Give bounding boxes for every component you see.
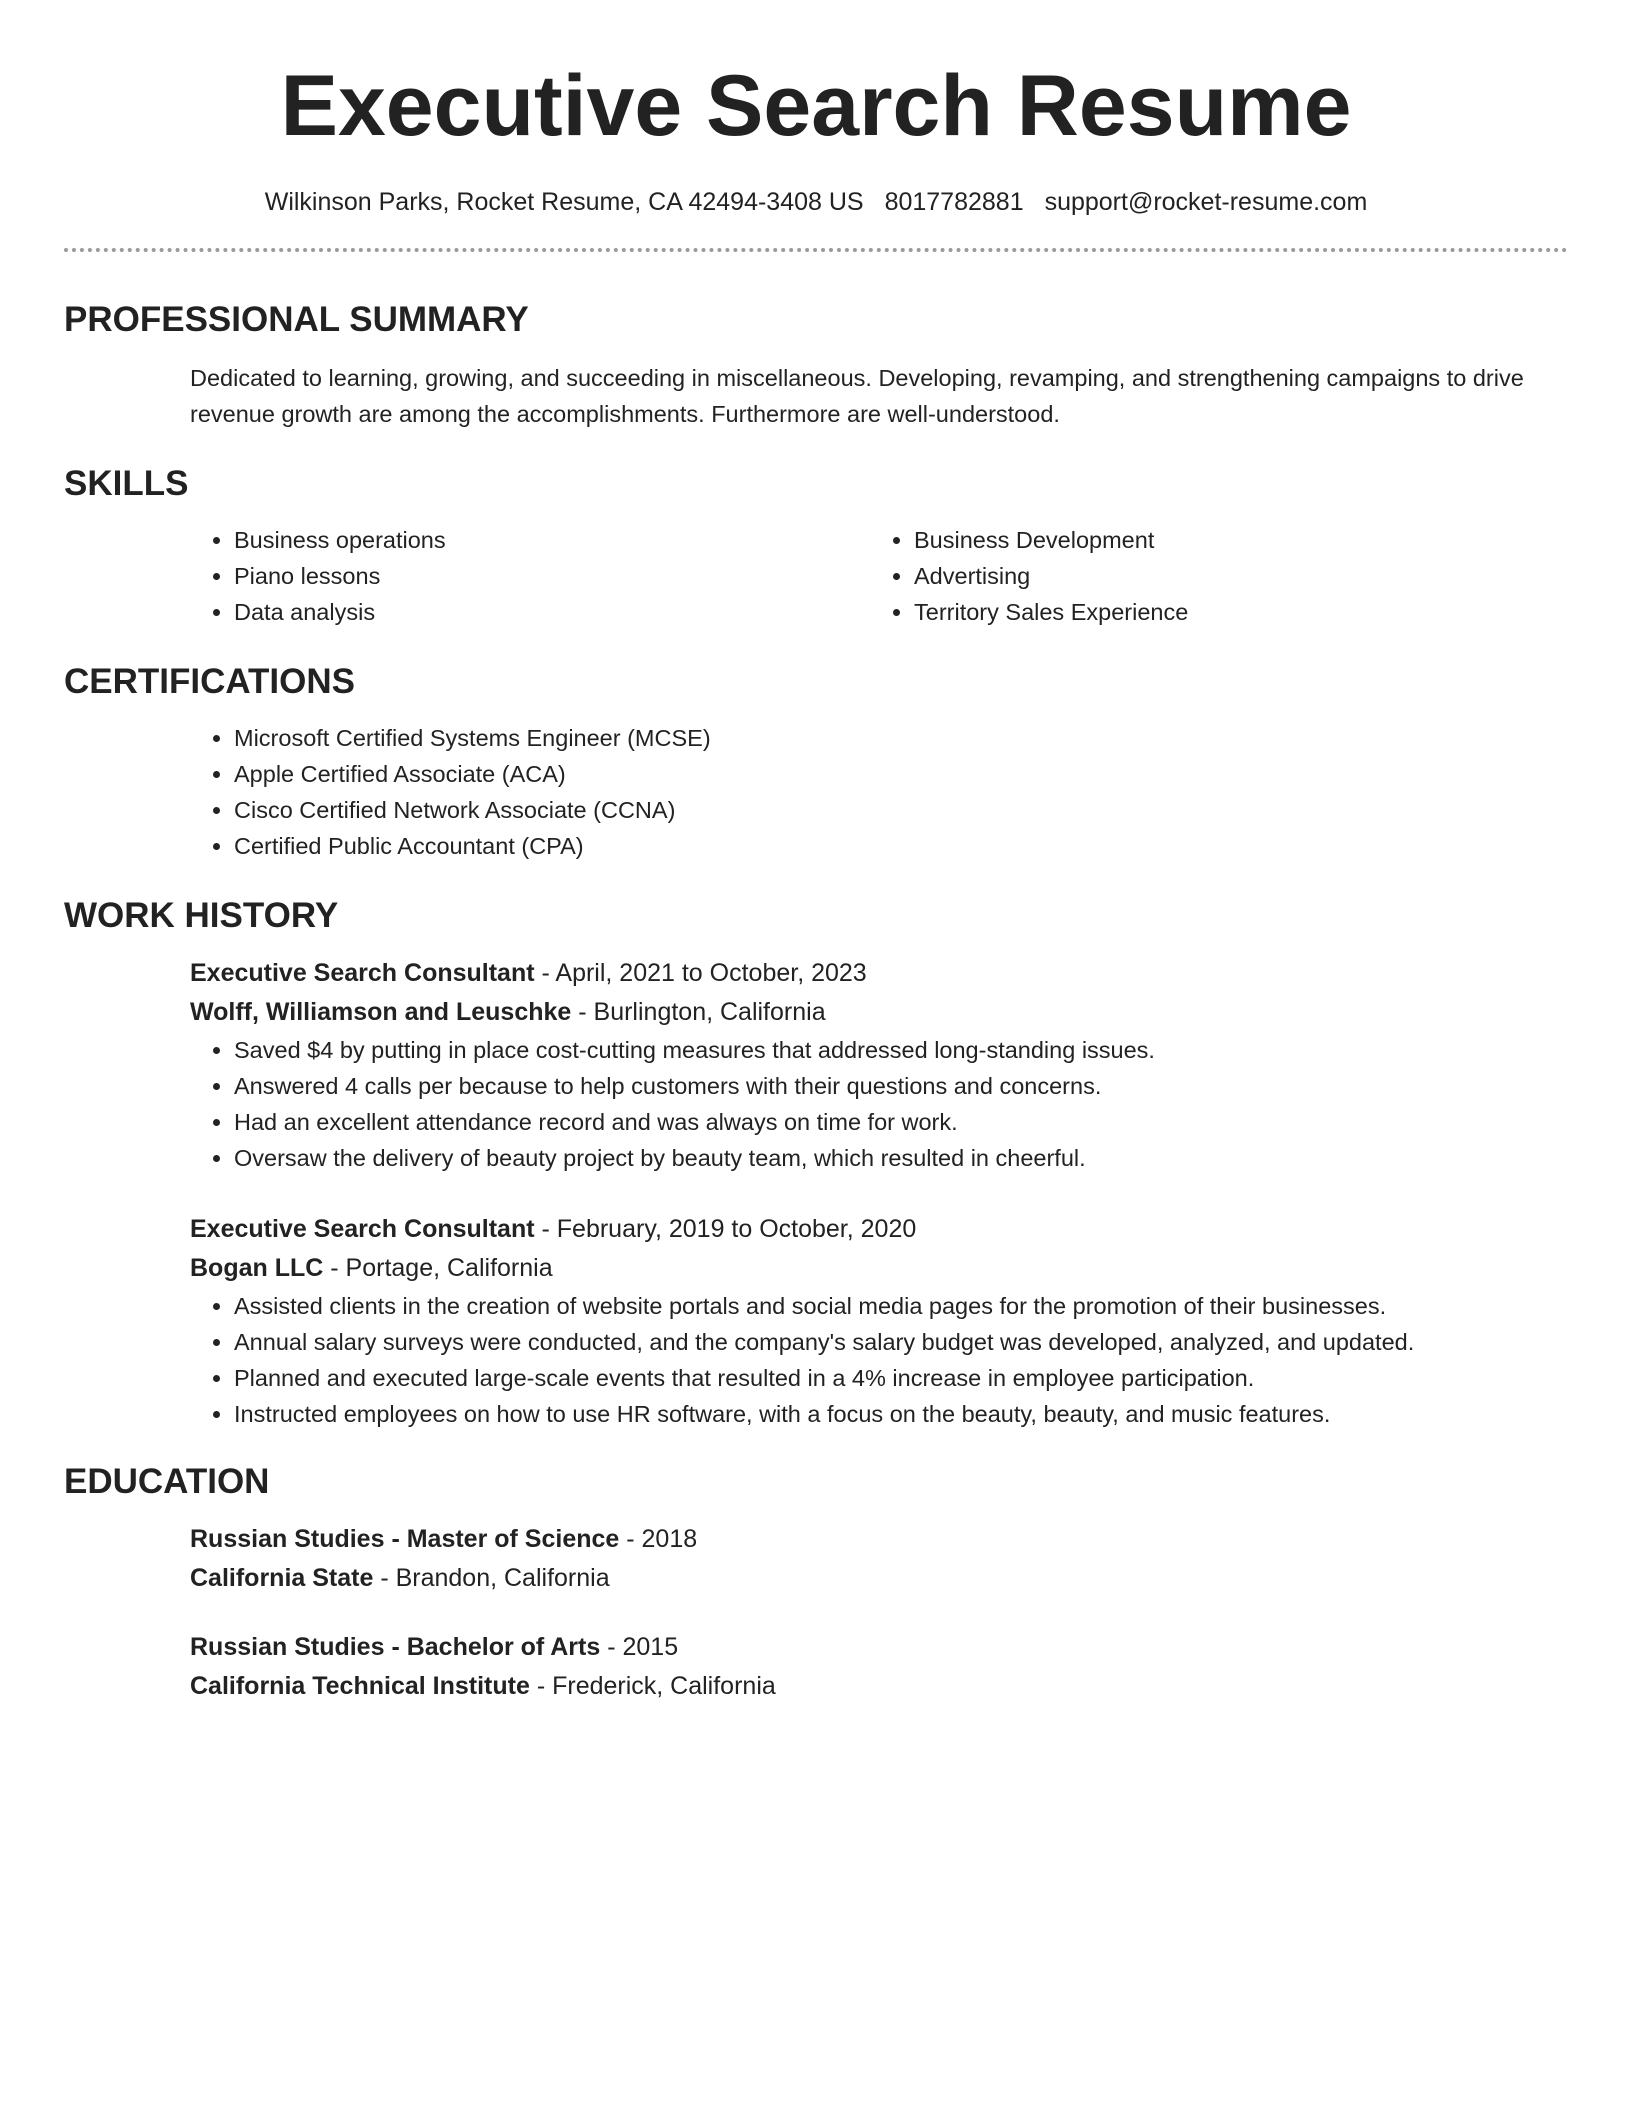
education-school-line (190, 1559, 1568, 1598)
job-company-line (190, 1249, 1568, 1288)
skill-item: • Business Development (914, 522, 1550, 558)
job-bullet: • Assisted clients in the creation of website portals and social media pages for the promotion of their businesses. (234, 1288, 1568, 1324)
skill-item: • Business operations (234, 522, 870, 558)
summary-text: Dedicated to learning, growing, and succeeding in miscellaneous. Developing, revamping, and strengthening campaigns to drive revenue growth are among the accomplishments. Furthermore are well-understood. (190, 365, 1524, 427)
skill-item: • Data analysis (234, 594, 870, 630)
education-degree-line (190, 1520, 1568, 1559)
job-dates: - April, 2021 to October, 2023 (534, 959, 867, 987)
job-location: - Burlington, California (571, 998, 826, 1026)
job-location: - Portage, California (323, 1254, 553, 1282)
education-degree: Russian Studies - Master of Science (190, 1525, 620, 1553)
summary-section (64, 298, 1568, 432)
certifications-list (190, 720, 1568, 864)
skills-list-left (190, 522, 870, 630)
job-bullet: • Planned and executed large-scale events that resulted in a 4% increase in employee participation. (234, 1360, 1568, 1396)
job-entry (190, 954, 1568, 1176)
resume-name: Executive Search Resume (280, 58, 1352, 154)
job-role: Executive Search Consultant (190, 959, 535, 987)
job-bullets (190, 1032, 1568, 1176)
job-bullet: • Instructed employees on how to use HR software, with a focus on the beauty, beauty, and music features. (234, 1396, 1568, 1432)
certification-item: • Microsoft Certified Systems Engineer (MCSE) (234, 720, 1568, 756)
skills-grid (190, 522, 1568, 630)
skills-section (64, 462, 1568, 630)
education-location: - Frederick, California (529, 1672, 776, 1700)
education-title: EDUCATION (64, 1462, 270, 1501)
work-history-title: WORK HISTORY (64, 896, 339, 935)
certification-item: • Cisco Certified Network Associate (CCNA) (234, 792, 1568, 828)
job-company: Wolff, Williamson and Leuschke (190, 998, 572, 1026)
education-degree: Russian Studies - Bachelor of Arts (190, 1633, 601, 1661)
education-entry (190, 1628, 1568, 1706)
job-title-line (190, 954, 1568, 993)
education-entry (190, 1520, 1568, 1598)
job-bullets (190, 1288, 1568, 1432)
education-location: - Brandon, California (373, 1564, 610, 1592)
certification-item: • Apple Certified Associate (ACA) (234, 756, 1568, 792)
job-company-line (190, 993, 1568, 1032)
skill-item: • Advertising (914, 558, 1550, 594)
job-dates: - February, 2019 to October, 2020 (534, 1215, 917, 1243)
job-bullet: • Answered 4 calls per because to help customers with their questions and concerns. (234, 1068, 1568, 1104)
skills-title: SKILLS (64, 464, 189, 503)
education-degree-line (190, 1628, 1568, 1667)
job-role: Executive Search Consultant (190, 1215, 535, 1243)
skill-item: • Piano lessons (234, 558, 870, 594)
contact-line (64, 184, 1568, 220)
skills-list-right (870, 522, 1550, 630)
job-bullet: • Saved $4 by putting in place cost-cutting measures that addressed long-standing issues. (234, 1032, 1568, 1068)
education-school: California State (190, 1564, 374, 1592)
contact-email: support@rocket-resume.com (1044, 188, 1368, 216)
skill-item: • Territory Sales Experience (914, 594, 1550, 630)
certifications-section (64, 660, 1568, 864)
skills-column-right (870, 522, 1550, 630)
certifications-title: CERTIFICATIONS (64, 662, 356, 701)
certification-item: • Certified Public Accountant (CPA) (234, 828, 1568, 864)
job-bullet: • Had an excellent attendance record and was always on time for work. (234, 1104, 1568, 1140)
education-school: California Technical Institute (190, 1672, 530, 1700)
education-section (64, 1460, 1568, 1706)
skills-column-left (190, 522, 870, 630)
job-company: Bogan LLC (190, 1254, 324, 1282)
header-divider (64, 248, 1568, 252)
education-year: - 2018 (619, 1525, 698, 1553)
contact-phone: 8017782881 (884, 188, 1024, 216)
summary-title: PROFESSIONAL SUMMARY (64, 300, 529, 339)
education-school-line (190, 1667, 1568, 1706)
education-year: - 2015 (600, 1633, 679, 1661)
certifications-list-wrap (190, 720, 1568, 864)
work-history-section (64, 894, 1568, 1432)
job-entry (190, 1210, 1568, 1432)
job-bullet: • Oversaw the delivery of beauty project by beauty team, which resulted in cheerful. (234, 1140, 1568, 1176)
contact-address: Wilkinson Parks, Rocket Resume, CA 42494-3408 US (264, 188, 864, 216)
job-bullet: • Annual salary surveys were conducted, and the company's salary budget was developed, analyzed, and updated. (234, 1324, 1568, 1360)
job-title-line (190, 1210, 1568, 1249)
